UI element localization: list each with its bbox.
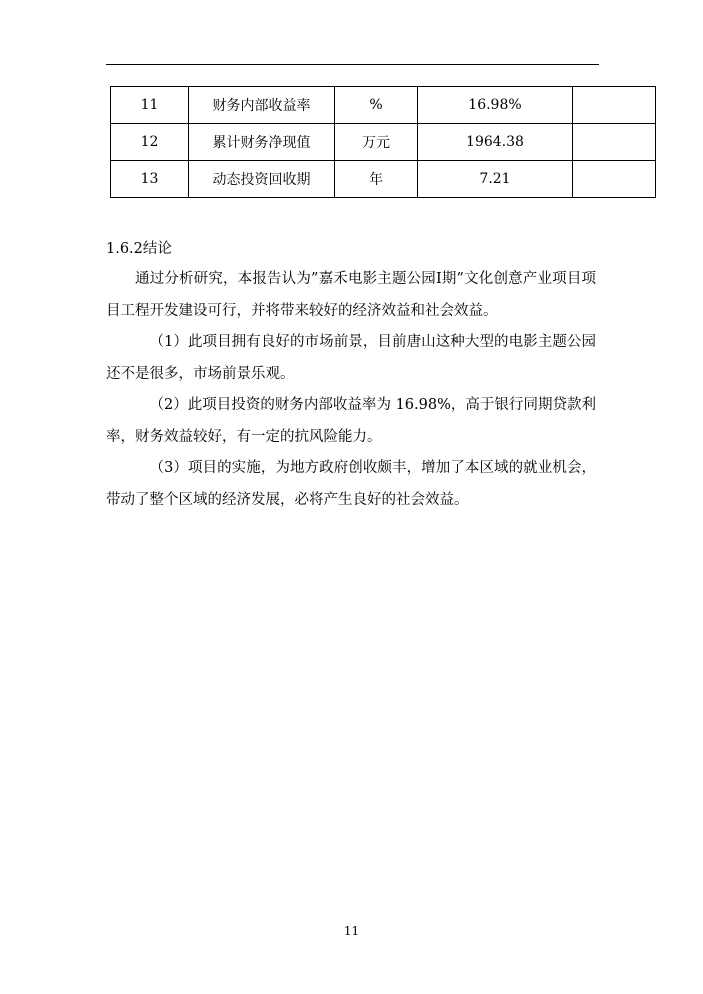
indicator-note (573, 87, 656, 124)
indicator-value: 7.21 (418, 161, 573, 198)
indicator-unit: % (335, 87, 418, 124)
indicator-value: 16.98% (418, 87, 573, 124)
indicator-name: 动态投资回收期 (189, 161, 335, 198)
row-number: 11 (111, 87, 189, 124)
conclusion-item: （3）项目的实施，为地方政府创收颇丰，增加了本区域的就业机会，带动了整个区域的经济发展，必将产生良好的社会效益。 (106, 460, 596, 508)
table-row (111, 161, 656, 198)
row-number: 12 (111, 124, 189, 161)
financial-indicator-table (110, 86, 656, 198)
section-heading: 1.6.2结论 (106, 241, 172, 257)
page-number: 11 (343, 924, 360, 938)
table-row (111, 124, 656, 161)
indicator-note (573, 124, 656, 161)
indicator-name: 累计财务净现值 (189, 124, 335, 161)
conclusion-item: （2）此项目投资的财务内部收益率为 16.98%，高于银行同期贷款利率，财务效益较好，有一定的抗风险能力。 (106, 397, 596, 445)
conclusion-item: （1）此项目拥有良好的市场前景，目前唐山这种大型的电影主题公园还不是很多，市场前景乐观。 (106, 334, 596, 382)
row-number: 13 (111, 161, 189, 198)
header-rule (106, 64, 599, 65)
conclusion-section (106, 234, 596, 516)
conclusion-intro-paragraph: 通过分析研究，本报告认为”嘉禾电影主题公园Ⅰ期”文化创意产业项目项目工程开发建设可行，并将带来较好的经济效益和社会效益。 (106, 271, 596, 319)
table-row (111, 87, 656, 124)
indicator-value: 1964.38 (418, 124, 573, 161)
indicator-name: 财务内部收益率 (189, 87, 335, 124)
indicator-note (573, 161, 656, 198)
indicator-unit: 年 (335, 161, 418, 198)
indicator-unit: 万元 (335, 124, 418, 161)
